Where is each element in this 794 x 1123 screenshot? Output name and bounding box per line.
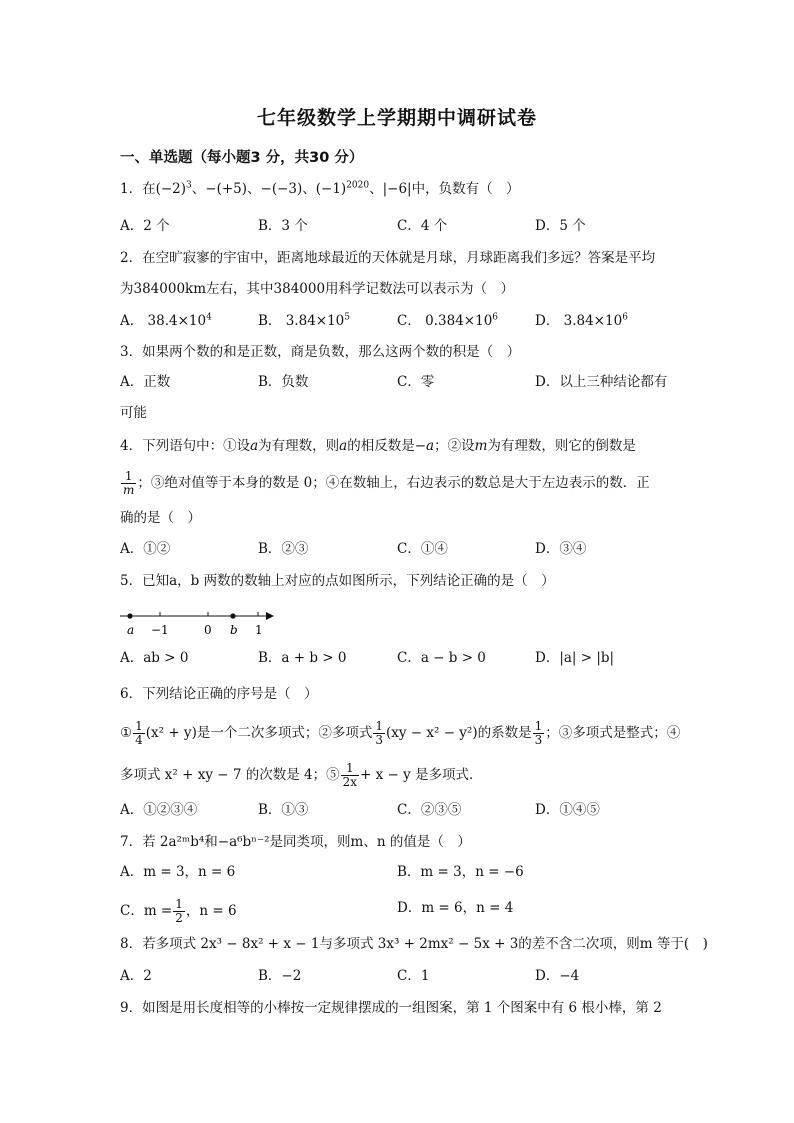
q8-option-a[interactable]: A．2 [120, 968, 152, 984]
q3-option-c[interactable]: C．零 [397, 374, 435, 390]
q1-option-d[interactable]: D．5 个 [535, 218, 586, 234]
question-6-line-2: 多项式 x² + xy − 7 的次数是 4；⑤ $\frac{1}{2x}$ + x − y 是多项式． [120, 761, 483, 789]
label-1: 1 [255, 623, 263, 637]
page-title: 七年级数学上学期期中调研试卷 [256, 107, 537, 129]
q7-option-c[interactable]: C．m = $\frac{1}{2}$ ，n = 6 [120, 897, 237, 925]
question-2-line-2: 为384000km左右，其中384000用科学记数法可以表示为（ ） [120, 281, 515, 297]
q5-option-a[interactable]: A．ab > 0 [120, 650, 189, 666]
question-1-stem: 1．在$(-2)^3$、−(+5)、−(−3)、$(-1)^{2020}$、|−6|中，负数有（ ） [120, 180, 520, 197]
q4-option-a[interactable]: A．①② [120, 541, 171, 557]
question-7-stem: 7．若 2a²ᵐb⁴和−a⁶bⁿ⁻²是同类项，则m、n 的值是（ ） [120, 834, 471, 850]
question-6-line-1: ① $\frac{1}{4}$ (x² + y)是一个二次多项式；②多项式 $\frac{1}{3}$ (xy − x² − y²)的系数是 $\frac{1}{3}$ ；③多项式是整式；④ [120, 719, 681, 747]
point-b [230, 613, 235, 618]
question-2-line-1: 2．在空旷寂寥的宇宙中，距离地球最近的天体就是月球，月球距离我们多远？答案是平均 [120, 250, 656, 266]
q5-option-d[interactable]: D．|a| > |b| [535, 650, 615, 666]
q7-option-b[interactable]: B．m = 3，n = −6 [397, 864, 524, 880]
question-8-stem: 8．若多项式 2x³ − 8x² + x − 1与多项式 3x³ + 2mx² − 5x + 3的差不含二次项，则m 等于( ) [120, 936, 708, 952]
q3-option-d-wrap: 可能 [120, 405, 147, 421]
label-b: b [230, 623, 238, 637]
label-neg-1: −1 [151, 623, 169, 637]
q2-option-b[interactable]: B． $3.84\times 10^5$ [258, 312, 351, 329]
label-a: a [127, 623, 135, 637]
q4-option-d[interactable]: D．③④ [535, 541, 587, 557]
q8-option-d[interactable]: D．−4 [535, 968, 580, 984]
fraction-1-over-m: $\frac{1}{m}$ [123, 469, 135, 497]
q5-option-b[interactable]: B．a + b > 0 [258, 650, 347, 666]
axis-arrow-icon [266, 612, 274, 620]
q6-option-c[interactable]: C．②③⑤ [397, 802, 462, 818]
q2-option-c[interactable]: C． $0.384\times 10^6$ [397, 312, 499, 329]
q8-option-b[interactable]: B．−2 [258, 968, 302, 984]
q7-option-a[interactable]: A．m = 3，n = 6 [120, 864, 236, 880]
q6-option-b[interactable]: B．①③ [258, 802, 309, 818]
q4-option-b[interactable]: B．②③ [258, 541, 309, 557]
question-5-stem: 5．已知a，b 两数的数轴上对应的点如图所示，下列结论正确的是（ ） [120, 573, 555, 589]
q8-option-c[interactable]: C．1 [397, 968, 430, 984]
section-heading: 一、单选题（每小题3 分，共30 分） [120, 150, 364, 166]
q4-option-c[interactable]: C．①④ [397, 541, 448, 557]
q2-option-d[interactable]: D． $3.84\times 10^6$ [535, 312, 628, 329]
question-3-stem: 3．如果两个数的和是正数，商是负数，那么这两个数的积是（ ） [120, 344, 521, 360]
q1-option-b[interactable]: B．3 个 [258, 218, 308, 234]
q3-option-b[interactable]: B．负数 [258, 374, 309, 390]
q1-option-c[interactable]: C．4 个 [397, 218, 448, 234]
q5-option-c[interactable]: C．a − b > 0 [397, 650, 486, 666]
q3-option-d[interactable]: D．以上三种结论都有 [535, 374, 668, 390]
question-9-line-1: 9．如图是用长度相等的小棒按一定规律摆成的一组图案，第 1 个图案中有 6 根小棒，第 2 [120, 1000, 662, 1016]
label-0: 0 [204, 623, 212, 637]
q2-option-a[interactable]: A． $38.4\times 10^4$ [120, 312, 212, 329]
number-line-figure [118, 606, 278, 642]
point-a [127, 613, 132, 618]
question-4-line-3: 确的是（ ） [120, 510, 201, 526]
q3-option-a[interactable]: A．正数 [120, 374, 171, 390]
q6-option-d[interactable]: D．①④⑤ [535, 802, 600, 818]
question-4-line-1: 4．下列语句中：①设a为有理数，则a的相反数是−a；②设m为有理数，则它的倒数是 [120, 438, 636, 454]
question-4-line-2: $\frac{1}{m}$ ；③绝对值等于本身的数是 0；④在数轴上，右边表示的数总是大于左边表示的数．正 [123, 469, 650, 497]
q1-option-a[interactable]: A．2 个 [120, 218, 170, 234]
question-6-stem: 6．下列结论正确的序号是（ ） [120, 686, 318, 702]
q7-option-d[interactable]: D．m = 6，n = 4 [397, 900, 514, 916]
q6-option-a[interactable]: A．①②③④ [120, 802, 198, 818]
